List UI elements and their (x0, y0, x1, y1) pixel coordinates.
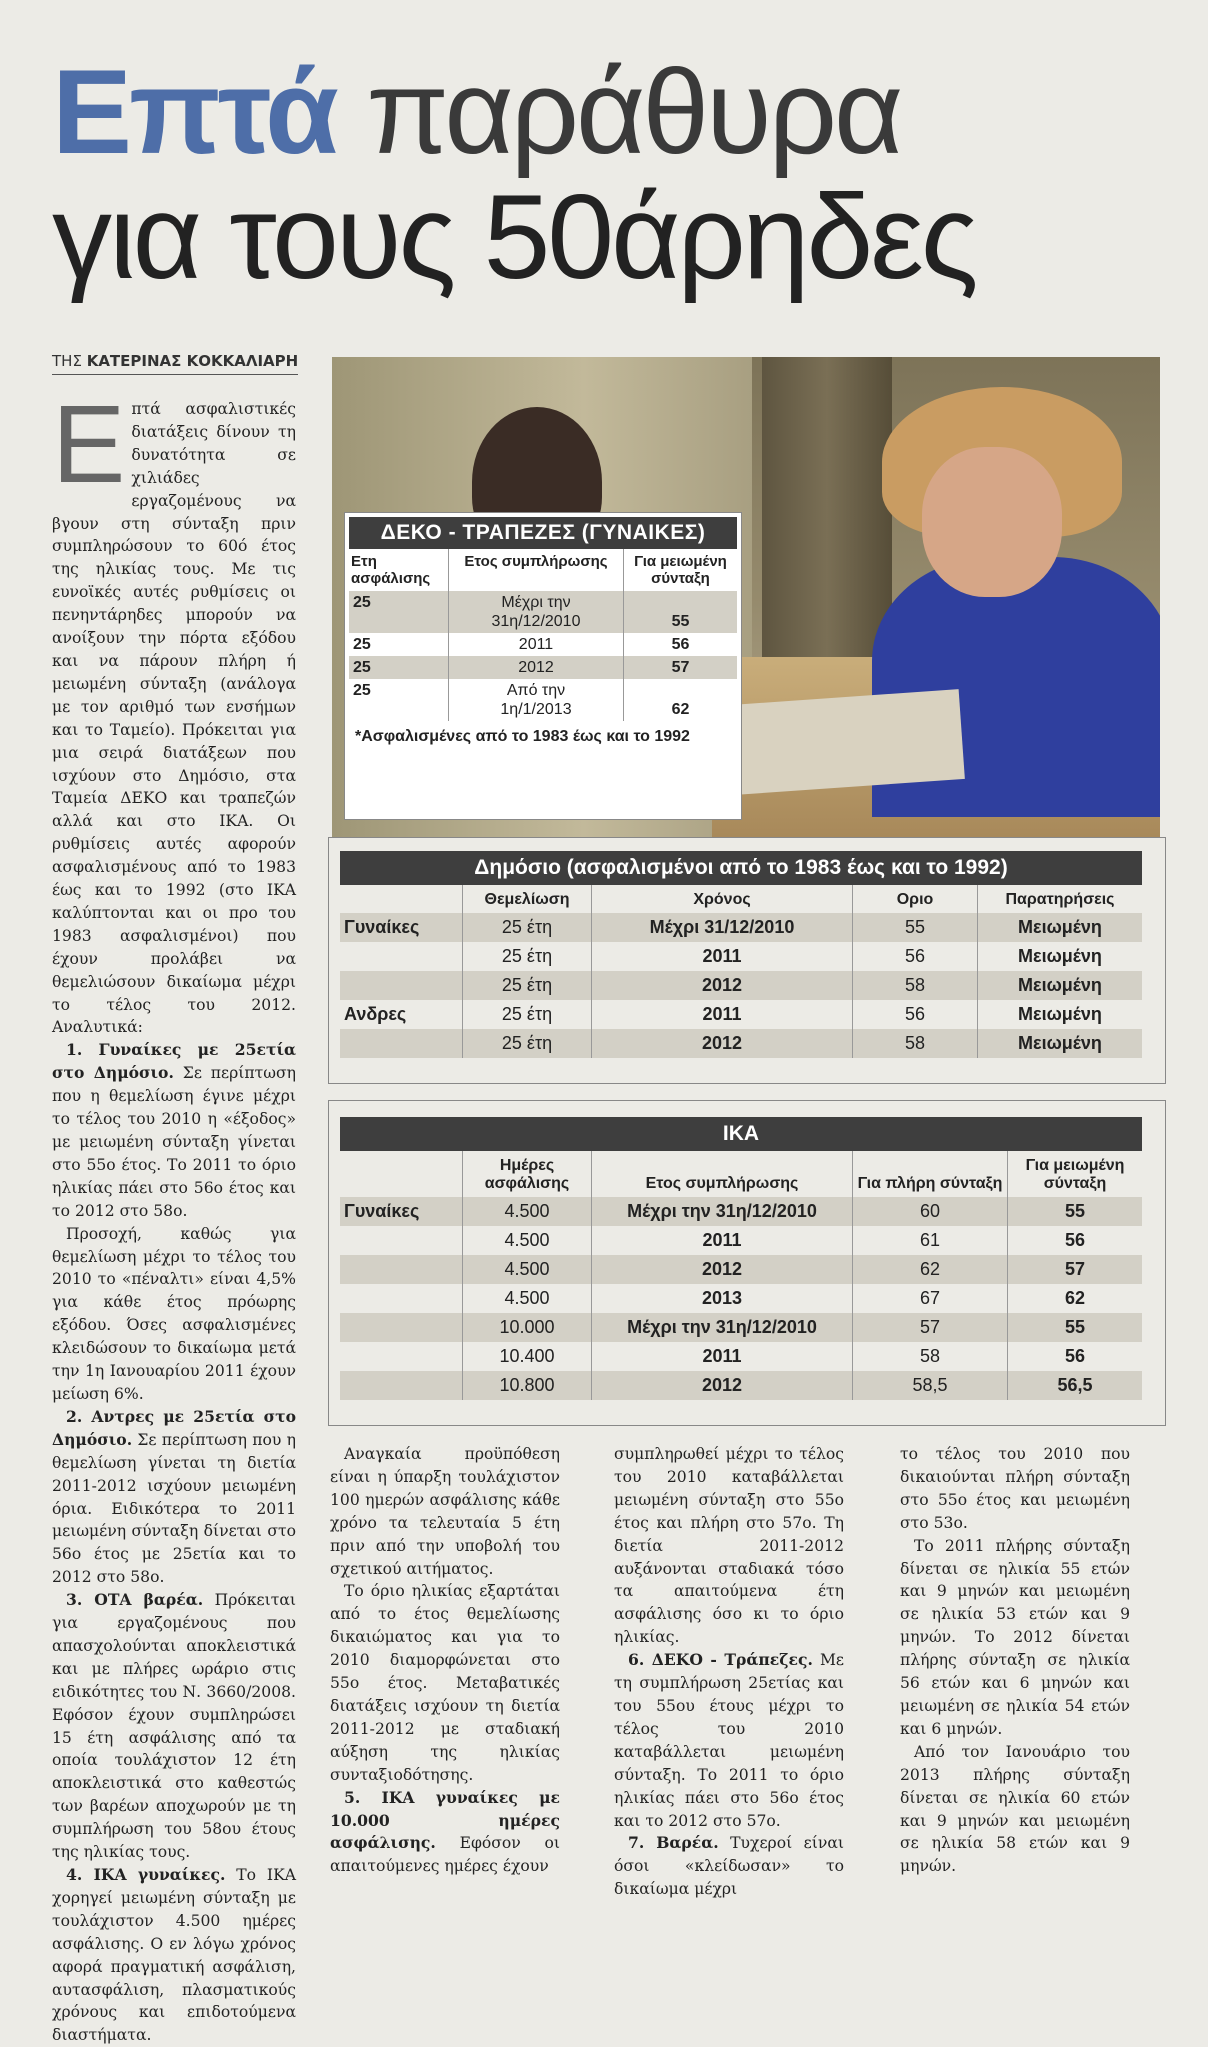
table-note-row (349, 721, 737, 753)
headline-line-1 (52, 45, 1052, 179)
paper-document (729, 689, 965, 795)
headline-word-rest: παράθυρα (366, 45, 901, 179)
table-row: 25 2011 56 (349, 633, 737, 656)
table-row: 25 έτη 2011 56 Μειωμένη (340, 942, 1142, 971)
dimosio-table (340, 885, 1142, 1058)
ika-table-box (340, 1117, 1142, 1400)
table-row: Ανδρες 25 έτη 2011 56 Μειωμένη (340, 1000, 1142, 1029)
byline (52, 352, 298, 375)
section-paragraph: Από τον Ιανουάριο του 2013 πλήρης σύνταξη δίνεται σε ηλικία 60 ετών και 9 μηνών και μειωμένη σε ηλικία 58 ετών και 9 μηνών. (900, 1742, 1130, 1876)
section-paragraph: 3. ΟΤΑ βαρέα. Πρόκειται για εργαζομένους που απασχολούνται αποκλειστικά και με πλήρες ωράριο στις ειδικότητες του Ν. 3660/2008. Εφόσον έχουν συμπληρώσει 15 έτη ασφάλισης από τα οποία τουλάχιστον 12 έτη αποκλειστικά στο καθεστώς των βαρέων αποχωρούν με τη συμπλήρωση του 58ου έτους της ηλικίας τους. (52, 1590, 296, 1862)
table-row: 4.500 2011 61 56 (340, 1226, 1142, 1255)
table-row: 10.800 2012 58,5 56,5 (340, 1371, 1142, 1400)
table-row: 4.500 2013 67 62 (340, 1284, 1142, 1313)
section-paragraph: 7. Βαρέα. Τυχεροί είναι όσοι «κλείδωσαν» το δικαίωμα μέχρι (614, 1833, 844, 1899)
table-row: 25 Μέχρι την 31η/12/2010 55 (349, 591, 737, 633)
table-row: 25 2012 57 (349, 656, 737, 679)
article-column-4 (900, 1443, 1130, 1878)
dropcap: Ε (52, 383, 126, 506)
section-paragraph: 4. ΙΚΑ γυναίκες. Το ΙΚΑ χορηγεί μειωμένη σύνταξη με τουλάχιστον 4.500 ημέρες ασφάλισης. Ο εν λόγω χρόνος αφορά πραγματική ασφάλιση, αυτασφάλιση, πλασματικούς χρόνους και επιδοτούμενα διαστήματα. (52, 1865, 296, 2045)
table-row: 4.500 2012 62 57 (340, 1255, 1142, 1284)
table-row: 25 έτη 2012 58 Μειωμένη (340, 1029, 1142, 1058)
article-column-2 (330, 1443, 560, 1878)
dimosio-table-box (340, 851, 1142, 1058)
section-paragraph: Προσοχή, καθώς για θεμελίωση μέχρι το τέλος του 2010 το «πέναλτι» είναι 4,5% για κάθε έτος πρόωρης εξόδου. Όσες ασφαλισμένες κλειδώσουν το δικαίωμα μετά την 1η Ιανουαρίου 2011 έχουν μείωση 6%. (52, 1224, 296, 1403)
table-row: 25 Από την 1η/1/2013 62 (349, 679, 737, 721)
intro-text: πτά ασφαλιστικές διατάξεις δίνουν τη δυνατότητα σε χιλιάδες εργαζομένους να βγουν στη σύνταξη πριν συμπληρώσουν το 60ό έτος της ηλικίας τους. Με τις ευνοϊκές αυτές ρυθμίσεις οι πενηντάρηδες μπορούν να ανοίξουν την πόρτα εξόδου και να πάρουν πλήρη ή μειωμένη σύνταξη (ανάλογα με τον αριθμό των ενσήμων και το Ταμείο). Πρόκειται για μια σειρά διατάξεων που ισχύουν στο Δημόσιο, στα Ταμεία ΔΕΚΟ και τραπεζών αλλά και στο ΙΚΑ. Οι ρυθμίσεις αυτές αφορούν ασφαλισμένους από το 1983 έως και το 1992 (στο ΙΚΑ καλύπτονται και οι προ του 1983 ασφαλισμένοι) που έχουν προλάβει να θεμελιώσουν δικαίωμα μέχρι το τέλος του 2012. Αναλυτικά: (52, 400, 296, 1037)
article-column-1 (52, 383, 296, 2047)
headline (52, 45, 1052, 304)
deko-table-title: ΔΕΚΟ - ΤΡΑΠΕΖΕΣ (ΓΥΝΑΙΚΕΣ) (349, 517, 737, 549)
table-row: Γυναίκες 25 έτη Μέχρι 31/12/2010 55 Μειωμένη (340, 913, 1142, 942)
headline-line-2: για τους 50άρηδες (52, 170, 976, 304)
section-paragraph: 2. Αντρες με 25ετία στο Δημόσιο. Σε περίπτωση που η θεμελίωση γίνεται τη διετία 2011-2012 ισχύουν μειωμένη όρια. Ειδικότερα το 2011 μειωμένη σύνταξη δίνεται στο 56ο έτος με 25ετία και το 2012 στο 58ο. (52, 1406, 296, 1587)
table-row: Γυναίκες 4.500 Μέχρι την 31η/12/2010 60 55 (340, 1197, 1142, 1226)
section-paragraph: 6. ΔΕΚΟ - Τράπεζες. Με τη συμπλήρωση 25ετίας και του 55ου έτους μέχρι το τέλος του 2010 καταβάλλεται μειωμένη σύνταξη. Το 2011 το όριο ηλικίας πάει στο 56ο έτος και το 2012 στο 57ο. (614, 1650, 844, 1830)
byline-author: ΚΑΤΕΡΙΝΑΣ ΚΟΚΚΑΛΙΑΡΗ (86, 352, 299, 370)
ika-table (340, 1151, 1142, 1400)
deko-table-note: *Ασφαλισμένες από το 1983 έως και το 1992 (355, 728, 690, 745)
intro-paragraph (52, 383, 296, 1039)
dimosio-table-title: Δημόσιο (ασφαλισμένοι από το 1983 έως και το 1992) (340, 851, 1142, 885)
table-header-row: Θεμελίωση Χρόνος Οριο Παρατηρήσεις (340, 885, 1142, 913)
table-row: 25 έτη 2012 58 Μειωμένη (340, 971, 1142, 1000)
ika-table-title: ΙΚΑ (340, 1117, 1142, 1151)
section-paragraph: συμπληρωθεί μέχρι το τέλος του 2010 καταβάλλεται μειωμένη σύνταξη στο 55ο έτος και πλήρη στο 57ο. Τη διετία 2011-2012 αυξάνονται σταδιακά τόσο τα απαιτούμενα έτη ασφάλισης όσο κι το όριο ηλικίας. (614, 1445, 844, 1647)
table-header-row: Ετη ασφάλισης Ετος συμπλήρωσης Για μειωμένη σύνταξη (349, 549, 737, 591)
article-column-3 (614, 1443, 844, 1901)
section-paragraph: Αναγκαία προϋπόθεση είναι η ύπαρξη τουλάχιστον 100 ημερών ασφάλισης κάθε χρόνο τα τελευταία 5 έτη πριν από την υποβολή του σχετικού αιτήματος. (330, 1445, 560, 1578)
table-row: 10.000 Μέχρι την 31η/12/2010 57 55 (340, 1313, 1142, 1342)
section-paragraph: Το 2011 πλήρης σύνταξη δίνεται σε ηλικία 55 ετών και 9 μηνών και μειωμένη σε ηλικία 53 ετών και 9 μηνών. Το 2012 δίνεται πλήρης σύνταξη σε ηλικία 56 ετών και 6 μηνών και μειωμένη σε ηλικία 54 ετών και 6 μηνών. (900, 1536, 1130, 1738)
section-paragraph: Το όριο ηλικίας εξαρτάται από το έτος θεμελίωσης δικαιώματος και για το 2010 διαμορφώνεται στο 55ο έτος. Μεταβατικές διατάξεις ισχύουν τη διετία 2011-2012 με σταδιακή αύξηση της ηλικίας συνταξιοδότησης. (330, 1582, 560, 1784)
section-paragraph: 5. ΙΚΑ γυναίκες με 10.000 ημέρες ασφάλισης. Εφόσον οι απαιτούμενες ημέρες έχουν (330, 1787, 560, 1876)
deko-table-box (344, 512, 742, 820)
section-paragraph: 1. Γυναίκες με 25ετία στο Δημόσιο. Σε περίπτωση που η θεμελίωση έγινε μέχρι το τέλος του 2010 η «έξοδος» με μειωμένη σύνταξη γίνεται στο 55ο έτος. Το 2011 το όριο ηλικίας πάει στο 56ο έτος και το 2012 στο 58ο. (52, 1040, 296, 1220)
section-paragraph: το τέλος του 2010 που δικαιούνται πλήρη σύνταξη στο 55ο έτος και μειωμένη στο 53ο. (900, 1445, 1130, 1532)
deko-table (349, 549, 737, 753)
table-row: 10.400 2011 58 56 (340, 1342, 1142, 1371)
headline-word-highlight: Επτά (52, 45, 336, 179)
table-header-row: Ημέρες ασφάλισης Ετος συμπλήρωσης Για πλήρη σύνταξη Για μειωμένη σύνταξη (340, 1151, 1142, 1197)
byline-prefix: ΤΗΣ (52, 352, 82, 370)
